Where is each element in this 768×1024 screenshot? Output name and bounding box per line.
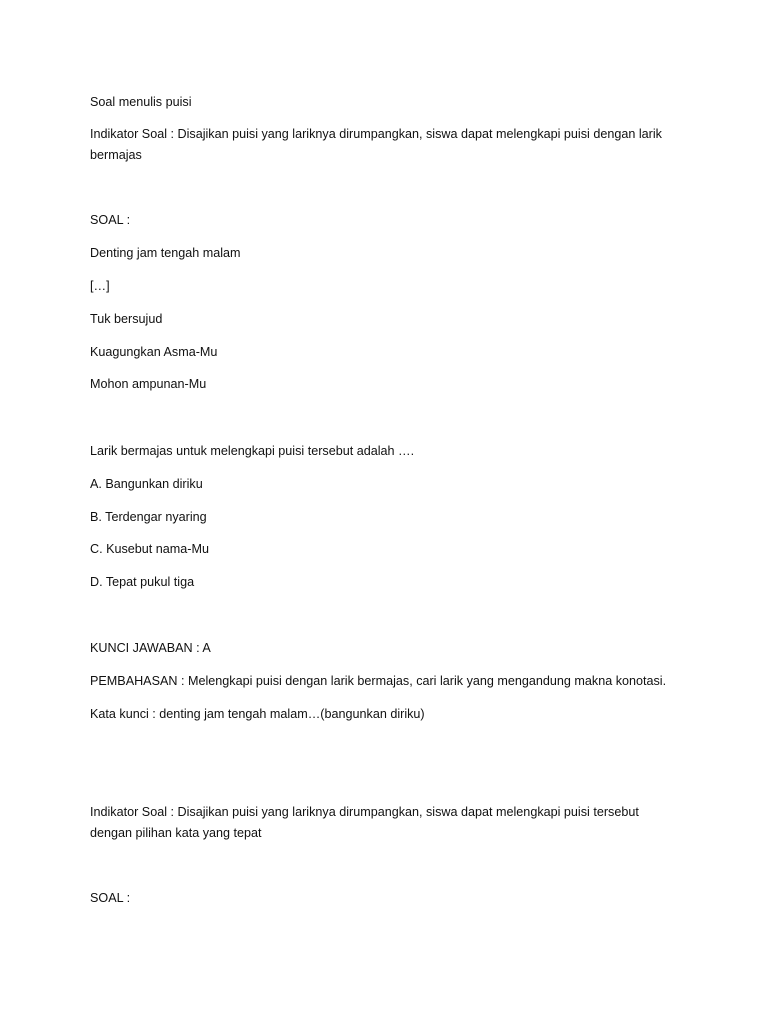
poem-line: Mohon ampunan-Mu	[90, 377, 207, 391]
question-2-soal-label: SOAL :	[90, 891, 131, 905]
keyword: Kata kunci : denting jam tengah malam…(bangunkan diriku)	[90, 707, 425, 721]
poem-line: Denting jam tengah malam	[90, 246, 241, 260]
option-c: C. Kusebut nama-Mu	[90, 542, 209, 556]
discussion: PEMBAHASAN : Melengkapi puisi dengan larik bermajas, cari larik yang mengandung makna konotasi.	[90, 674, 667, 688]
question-1-indicator: Indikator Soal : Disajikan puisi yang lariknya dirumpangkan, siswa dapat melengkapi puisi dengan larik bermajas	[90, 127, 662, 162]
answer-key: KUNCI JAWABAN : A	[90, 641, 211, 655]
question-1-prompt: Larik bermajas untuk melengkapi puisi tersebut adalah ….	[90, 444, 415, 458]
option-a: A. Bangunkan diriku	[90, 477, 203, 491]
option-b: B. Terdengar nyaring	[90, 510, 207, 524]
document-title: Soal menulis puisi	[90, 95, 192, 109]
poem-line: Kuagungkan Asma-Mu	[90, 345, 218, 359]
option-d: D. Tepat pukul tiga	[90, 575, 195, 589]
poem-line: Tuk bersujud	[90, 312, 163, 326]
poem-line-blank: […]	[90, 279, 110, 293]
question-1-soal-label: SOAL :	[90, 213, 131, 227]
question-2-indicator: Indikator Soal : Disajikan puisi yang lariknya dirumpangkan, siswa dapat melengkapi puisi tersebut dengan pilihan kata yang tepat	[90, 805, 639, 840]
